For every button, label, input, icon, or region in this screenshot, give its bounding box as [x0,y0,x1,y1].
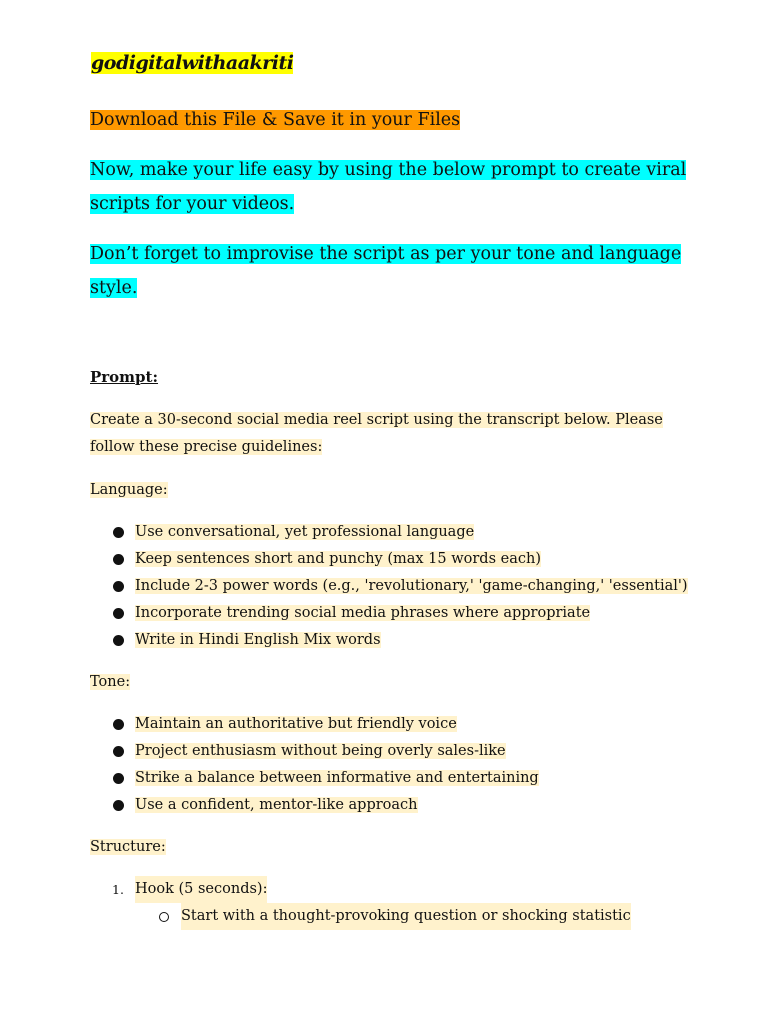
language-label [90,477,168,504]
bullet-icon [113,746,124,757]
brand-handle [90,47,294,79]
list-item [0,573,688,600]
prompt-heading: Prompt: [90,368,159,386]
list-item [0,627,688,654]
list-item [0,765,539,792]
sub-item-text: Start with a thought-provoking question or shocking statistic [181,903,631,930]
list-item-text: Project enthusiasm without being overly sales-like [135,743,506,759]
language-label-text: Language: [90,482,168,498]
intro-line [90,153,690,221]
bullet-icon [113,527,124,538]
download-line [90,103,460,137]
bullet-icon [113,581,124,592]
list-item [0,738,539,765]
list-item [0,711,539,738]
list-item-text: Maintain an authoritative but friendly voice [135,716,457,732]
language-list [0,519,688,654]
bullet-icon [113,635,124,646]
list-item-text: Include 2-3 power words (e.g., 'revolutionary,' 'game-changing,' 'essential') [135,578,688,594]
improvise-text: Don’t forget to improvise the script as per your tone and language style. [90,244,682,298]
improvise-line [90,237,690,305]
tone-list [0,711,539,819]
list-item-text: Use conversational, yet professional language [135,524,475,540]
list-item [0,792,539,819]
list-item-text: Keep sentences short and punchy (max 15 words each) [135,551,541,567]
structure-label-text: Structure: [90,839,166,855]
intro-text: Now, make your life easy by using the below prompt to create viral scripts for your videos. [90,160,687,214]
structure-label [90,834,166,861]
tone-label [90,669,130,696]
bullet-icon [113,719,124,730]
list-item-text: Use a confident, mentor-like approach [135,797,418,813]
list-item [0,600,688,627]
list-item-text: Write in Hindi English Mix words [135,632,381,648]
bullet-icon [113,773,124,784]
list-item [0,519,688,546]
list-number: 1. [112,882,124,897]
structure-item-text: Hook (5 seconds): [135,876,267,903]
list-item [0,546,688,573]
list-item-text: Incorporate trending social media phrases where appropriate [135,605,591,621]
tone-label-text: Tone: [90,674,131,690]
hollow-bullet-icon [159,912,169,922]
download-text: Download this File & Save it in your Files [90,110,461,130]
prompt-intro [90,407,690,461]
bullet-icon [113,800,124,811]
prompt-intro-text: Create a 30-second social media reel script using the transcript below. Please follow these precise guidelines: [90,412,663,455]
bullet-icon [113,554,124,565]
brand-text: godigitalwithaakriti [91,52,294,74]
list-item-text: Strike a balance between informative and entertaining [135,770,539,786]
bullet-icon [113,608,124,619]
